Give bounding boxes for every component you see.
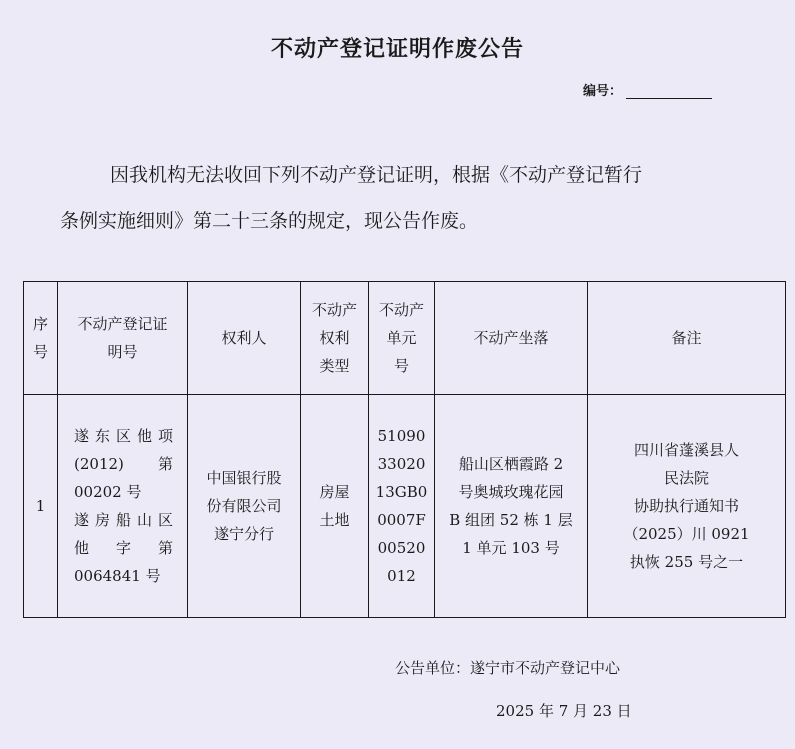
number-blank [626,84,712,99]
issue-date: 2025 年 7 月 23 日 [496,702,632,720]
notice-paragraph-line-2: 条例实施细则》第二十三条的规定，现公告作废。 [60,210,479,232]
header-cert-no: 不动产登记证 明号 [58,282,188,395]
cell-holder: 中国银行股 份有限公司 遂宁分行 [188,395,301,618]
cell-cert-no: 遂东区他项 (2012) 第 00202 号 遂房船山区 他 字 第 0064841 号 [58,395,188,618]
void-certificate-table [23,281,786,618]
page-title: 不动产登记证明作废公告 [270,37,524,62]
cell-location: 船山区栖霞路 2 号奥城玫瑰花园 B 组团 52 栋 1 层 1 单元 103 号 [435,395,588,618]
table-row [24,395,786,618]
notice-paragraph-line-1: 因我机构无法收回下列不动产登记证明，根据《不动产登记暂行 [110,164,643,186]
header-holder: 权利人 [188,282,301,395]
header-remark: 备注 [588,282,786,395]
document-number [583,80,712,99]
cell-remark: 四川省蓬溪县人 民法院 协助执行通知书 （2025）川 0921 执恢 255 号之一 [588,395,786,618]
cell-right-type: 房屋 土地 [301,395,369,618]
cell-seq: 1 [24,395,58,618]
cell-unit-no: 51090 33020 13GB0 0007F 00520 012 [369,395,435,618]
header-right-type: 不动产 权利 类型 [301,282,369,395]
issuing-unit: 公告单位：遂宁市不动产登记中心 [395,659,621,677]
header-unit-no: 不动产 单元 号 [369,282,435,395]
number-label: 编号： [583,84,623,99]
header-location: 不动产坐落 [435,282,588,395]
table-header-row [24,282,786,395]
header-seq: 序 号 [24,282,58,395]
